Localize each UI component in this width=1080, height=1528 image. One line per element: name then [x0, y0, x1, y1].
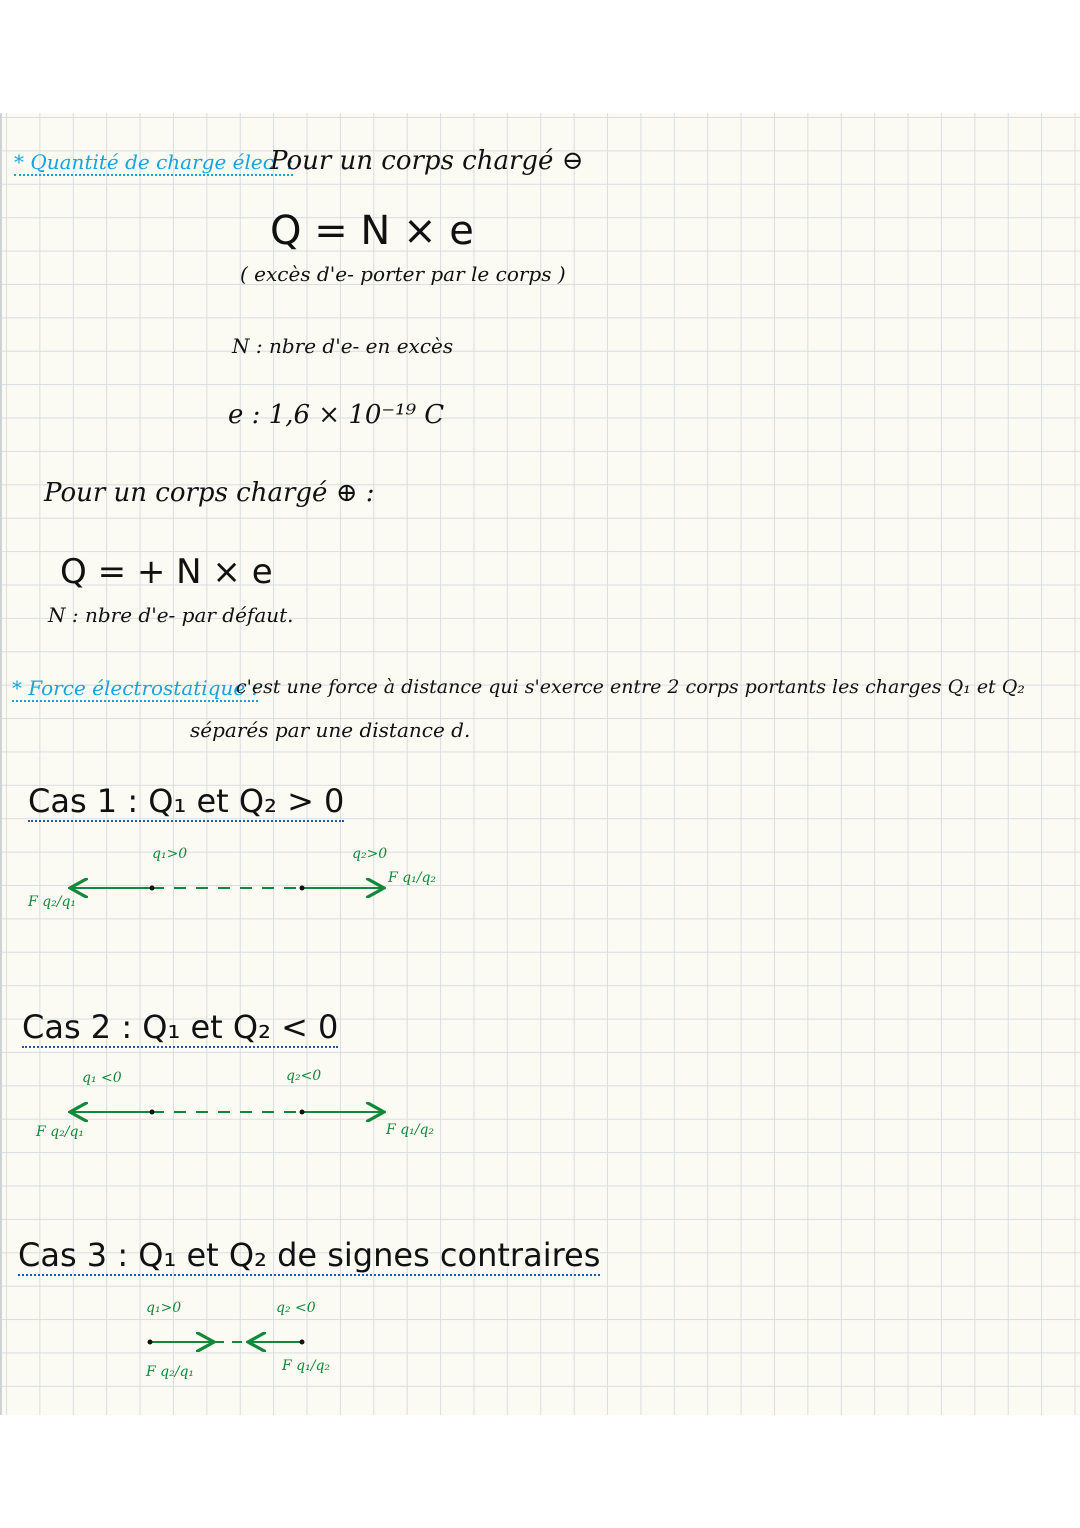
case2-force-left-label: F q₂/q₁	[36, 1124, 85, 1140]
case1-q1-point	[150, 886, 155, 891]
case1-q1-label: q₁>0	[152, 846, 188, 862]
intro-negative: Pour un corps chargé ⊖	[270, 146, 584, 176]
definition-e: e : 1,6 × 10⁻¹⁹ C	[228, 400, 445, 430]
case1-q2-label: q₂>0	[352, 846, 388, 862]
case3-diagram	[148, 1340, 305, 1345]
case1-diagram	[72, 886, 382, 891]
case1-title: Cas 1 : Q₁ et Q₂ > 0	[28, 782, 345, 820]
case2-q1-point	[150, 1110, 155, 1115]
case3-q1-label: q₁>0	[146, 1300, 182, 1316]
case2-force-right-label: F q₁/q₂	[386, 1122, 435, 1138]
case3-q2-label: q₂ <0	[276, 1300, 316, 1316]
case3-q1-point	[148, 1340, 153, 1345]
section-heading-charge: * Quantité de charge élec. :	[14, 150, 294, 174]
note-negative: ( excès d'e- porter par le corps )	[240, 262, 566, 286]
case2-title: Cas 2 : Q₁ et Q₂ < 0	[22, 1008, 339, 1046]
case1-force-left-label: F q₂/q₁	[28, 894, 77, 910]
case2-q2-point	[300, 1110, 305, 1115]
case2-q2-label: q₂<0	[286, 1068, 322, 1084]
formula-negative: Q = N × e	[270, 208, 474, 254]
force-definition-line1: c'est une force à distance qui s'exerce entre 2 corps portants les charges Q₁ et Q₂	[236, 676, 1025, 698]
definition-n-positive: N : nbre d'e- par défaut.	[48, 603, 294, 627]
case3-force-left-label: F q₂/q₁	[146, 1364, 195, 1380]
case3-force-right-label: F q₁/q₂	[282, 1358, 331, 1374]
force-definition-line2: séparés par une distance d.	[190, 718, 471, 742]
intro-positive: Pour un corps chargé ⊕ :	[44, 478, 375, 508]
case2-diagram	[72, 1110, 382, 1115]
case1-force-right-label: F q₁/q₂	[388, 870, 437, 886]
section-heading-force: * Force électrostatique :	[12, 676, 259, 700]
definition-n: N : nbre d'e- en excès	[232, 334, 454, 358]
case3-q2-point	[300, 1340, 305, 1345]
case3-title: Cas 3 : Q₁ et Q₂ de signes contraires	[18, 1236, 601, 1274]
case1-q2-point	[300, 886, 305, 891]
case2-q1-label: q₁ <0	[82, 1070, 122, 1086]
formula-positive: Q = + N × e	[60, 552, 273, 592]
